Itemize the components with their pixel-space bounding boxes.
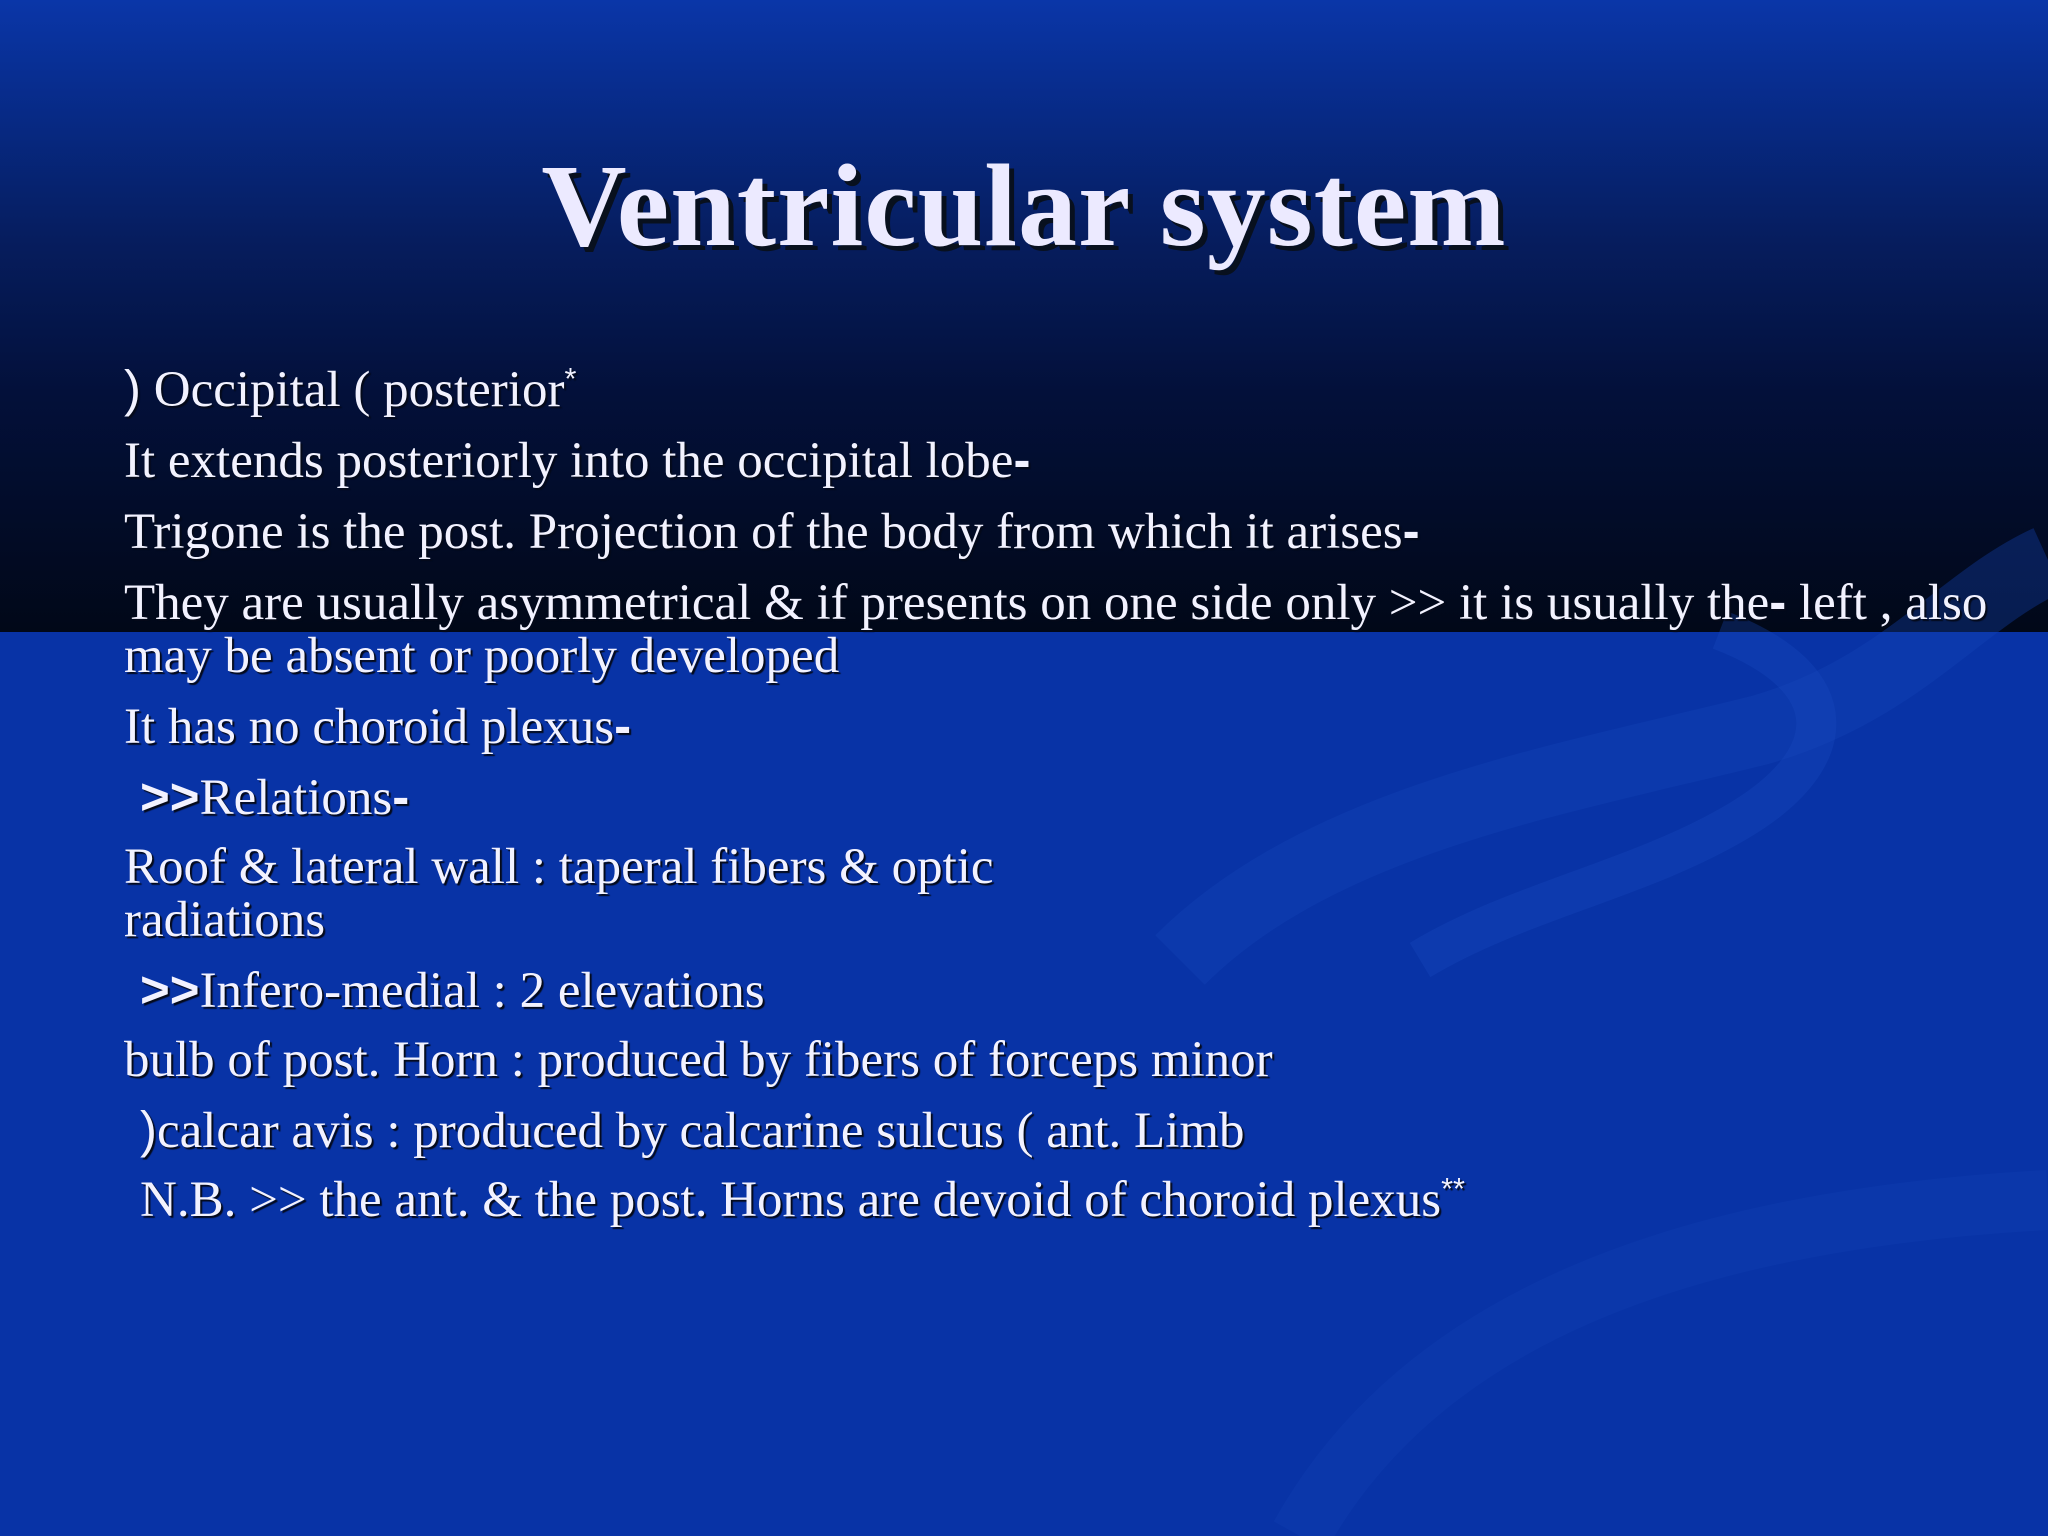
line-text: Infero-medial : 2 elevations [199, 963, 765, 1019]
line-marker: ) [124, 360, 141, 417]
slide-body [124, 362, 2004, 1243]
line-continuation: left , also may be absent or poorly developed [124, 575, 1988, 684]
body-line-infero-medial [124, 963, 2004, 1018]
slide-title: Ventricular system [541, 140, 1507, 271]
line-marker: ) [140, 1101, 157, 1158]
body-line-relations [124, 770, 2004, 825]
line-text: calcar avis : produced by calcarine sulcus ( ant. Limb [156, 1103, 1245, 1159]
line-dash: - [1769, 573, 1787, 630]
line-text: It has no choroid plexus [124, 699, 615, 755]
line-text: Relations [199, 770, 393, 826]
body-line-extends [124, 433, 2004, 488]
line-dash: - [614, 697, 632, 754]
line-dash: - [392, 768, 410, 825]
body-line-nb [124, 1174, 2004, 1227]
line-text: It extends posteriorly into the occipital lobe [124, 433, 1014, 489]
body-line-bulb [124, 1034, 2004, 1087]
asterisk-marker: ** [1441, 1172, 1465, 1207]
body-line-trigone [124, 504, 2004, 559]
body-line-asymmetrical [124, 575, 2024, 683]
line-text: Occipital ( posterior [140, 362, 565, 418]
line-text: They are usually asymmetrical & if presents on one side only >> it is usually the [124, 575, 1770, 631]
asterisk-marker: * [564, 362, 577, 397]
line-text: N.B. >> the ant. & the post. Horns are devoid of choroid plexus [140, 1172, 1442, 1228]
body-line-calcar-avis [124, 1103, 2004, 1158]
line-dash: - [1013, 431, 1031, 488]
line-dash: - [1402, 502, 1420, 559]
line-text: Roof & lateral wall : taperal fibers & optic radiations [124, 839, 994, 948]
line-marker: >> [140, 768, 200, 825]
body-line-occipital [124, 362, 2004, 417]
line-text: Trigone is the post. Projection of the body from which it arises [124, 504, 1403, 560]
body-line-choroid [124, 699, 2004, 754]
line-text: bulb of post. Horn : produced by fibers of forceps minor [124, 1032, 1273, 1088]
body-line-roof [124, 841, 1084, 947]
line-marker: >> [140, 961, 200, 1018]
